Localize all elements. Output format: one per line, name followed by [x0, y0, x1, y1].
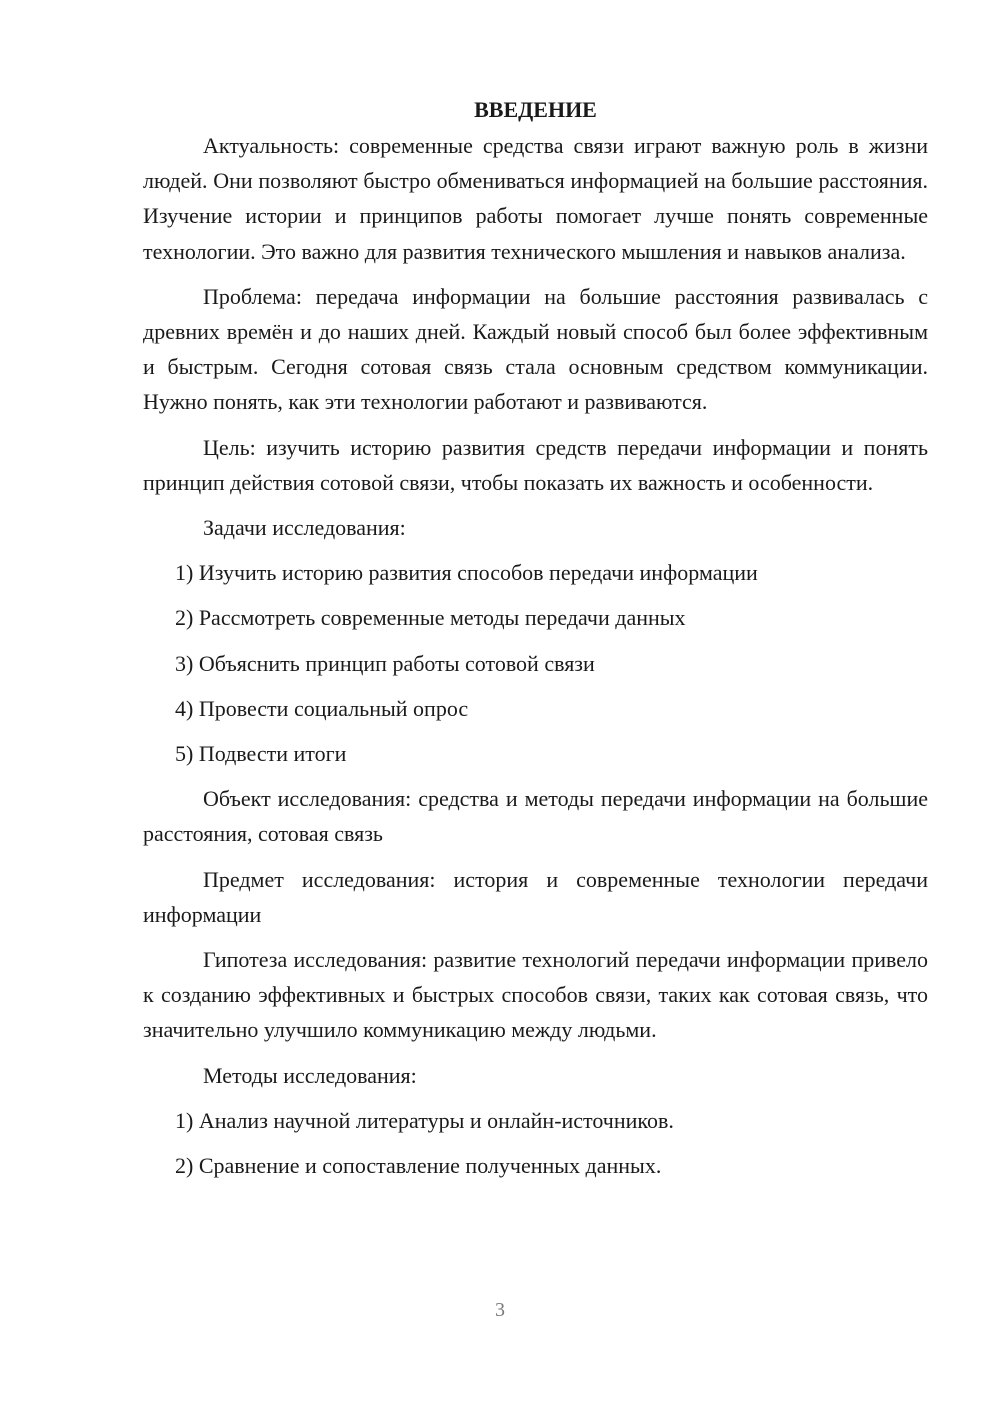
hypothesis-paragraph: Гипотеза исследования: развитие технологий передачи информации привело к созданию эффективных и быстрых способов связи, таких как сотовая связь, что значительно улучшило коммуникацию между людьми. — [143, 947, 928, 1043]
task-item: 1) Изучить историю развития способов передачи информации — [175, 560, 758, 586]
task-item: 5) Подвести итоги — [175, 741, 347, 767]
task-item: 4) Провести социальный опрос — [175, 695, 469, 721]
page-title: ВВЕДЕНИЕ — [474, 97, 597, 122]
method-item: 1) Анализ научной литературы и онлайн-источников. — [175, 1107, 674, 1133]
tasks-heading: Задачи исследования: — [203, 515, 406, 541]
page-number: 3 — [495, 1299, 505, 1321]
method-item: 2) Сравнение и сопоставление полученных данных. — [175, 1153, 662, 1179]
relevance-paragraph: Актуальность: современные средства связи играют важную роль в жизни людей. Они позволяют быстро обмениваться информацией на большие расстояния. Изучение истории и принципов работы помогает лучше понять современные технологии. Это важно для развития технического мышления и навыков анализа. — [143, 133, 928, 264]
goal-paragraph: Цель: изучить историю развития средств передачи информации и понять принцип действия сотовой связи, чтобы показать их важность и особенности. — [143, 434, 928, 495]
document-page — [143, 92, 928, 1193]
subject-paragraph: Предмет исследования: история и современные технологии передачи информации — [143, 866, 928, 927]
task-item: 2) Рассмотреть современные методы передачи данных — [175, 605, 686, 631]
object-paragraph: Объект исследования: средства и методы передачи информации на большие расстояния, сотовая связь — [143, 786, 928, 847]
task-item: 3) Объяснить принцип работы сотовой связи — [175, 650, 595, 676]
methods-heading: Методы исследования: — [203, 1062, 417, 1088]
problem-paragraph: Проблема: передача информации на большие расстояния развивалась с древних времён и до наших дней. Каждый новый способ был более эффективным и быстрым. Сегодня сотовая связь стала основным средством коммуникации. Нужно понять, как эти технологии работают и развиваются. — [143, 283, 928, 415]
